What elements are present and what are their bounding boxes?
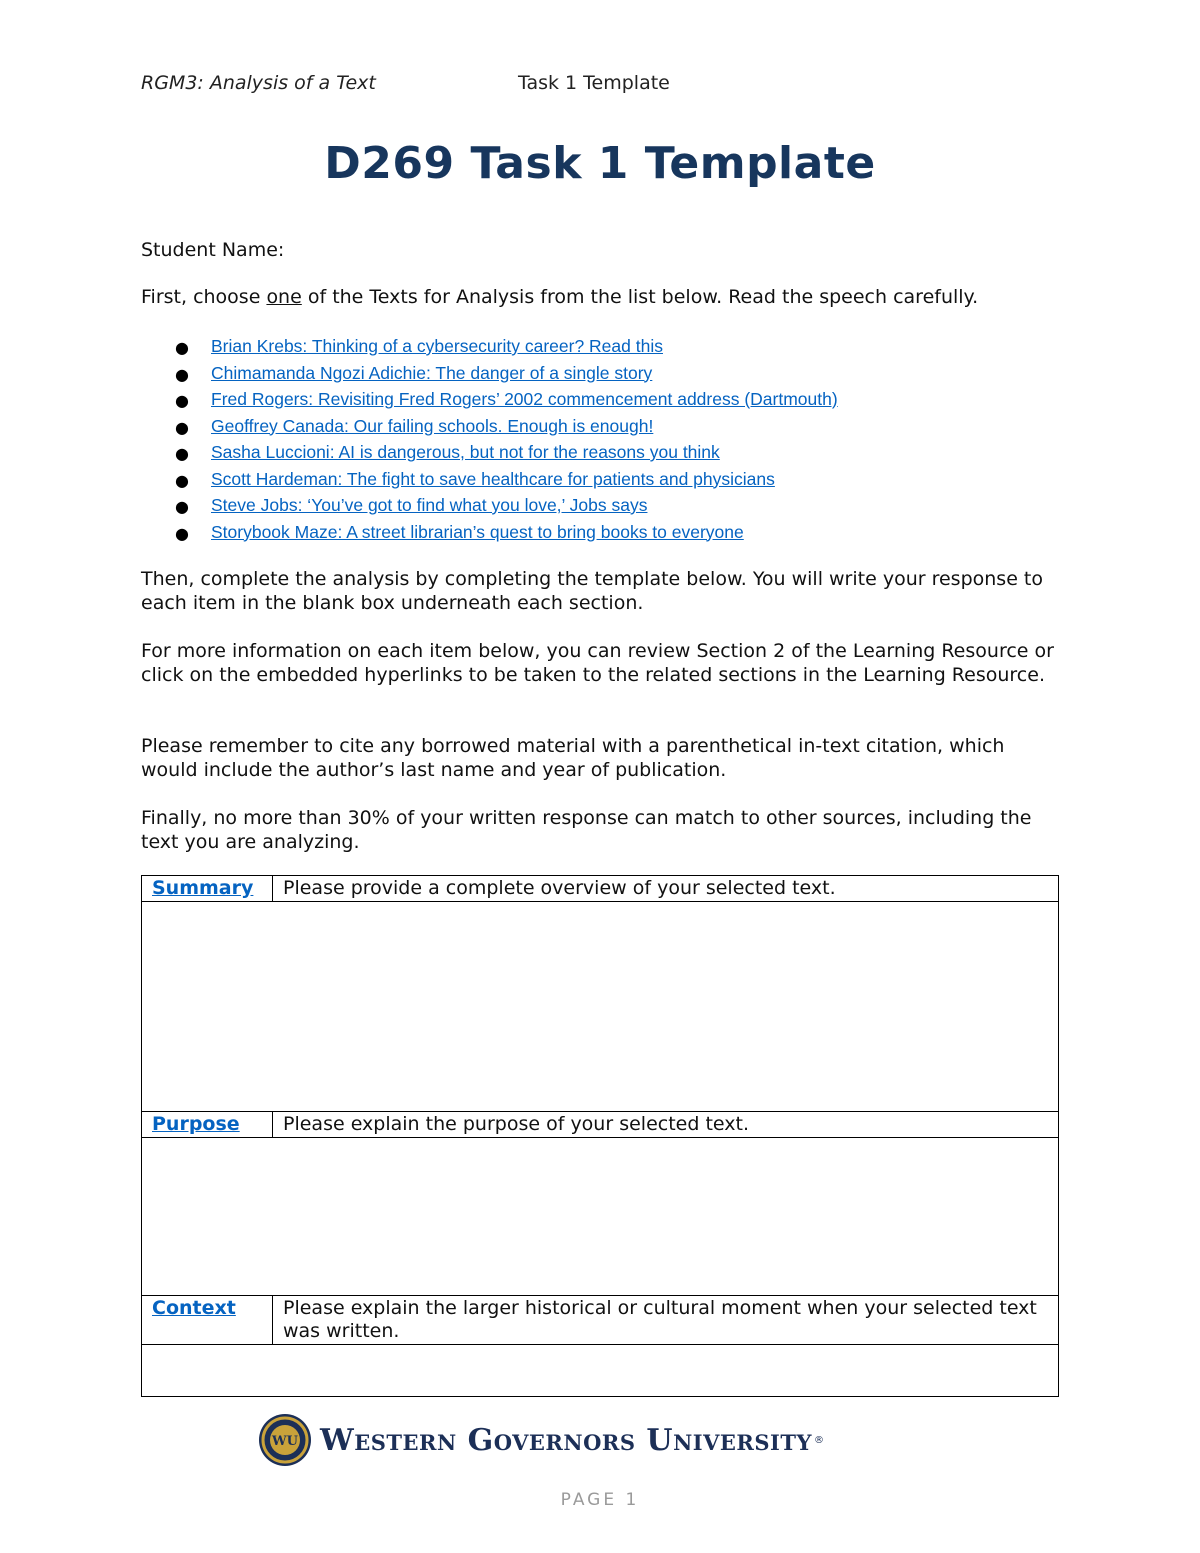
table-row xyxy=(142,876,1059,902)
wgu-seal-icon xyxy=(258,1413,312,1467)
purpose-label-cell xyxy=(142,1112,273,1138)
context-label-cell xyxy=(142,1296,273,1345)
student-name-label: Student Name: xyxy=(141,239,285,261)
table-row xyxy=(142,1296,1059,1345)
summary-label-cell xyxy=(142,876,273,902)
bullet-icon: ● xyxy=(175,444,189,463)
intro-paragraph xyxy=(141,285,1061,309)
context-response-box[interactable] xyxy=(142,1345,1059,1397)
context-prompt: Please explain the larger historical or cultural moment when your selected text was written. xyxy=(273,1296,1059,1345)
header-course: RGM3: Analysis of a Text xyxy=(141,72,376,94)
list-item xyxy=(141,440,1041,467)
bullet-icon: ● xyxy=(175,364,189,384)
text-link-krebs[interactable]: Brian Krebs: Thinking of a cybersecurity career? Read this xyxy=(211,336,663,356)
wgu-logo xyxy=(258,1410,824,1470)
page-number: PAGE 1 xyxy=(560,1490,640,1510)
intro-suffix: of the Texts for Analysis from the list below. Read the speech carefully. xyxy=(301,286,979,308)
table-row xyxy=(142,1345,1059,1397)
text-options-list xyxy=(141,334,1041,546)
list-item xyxy=(141,493,1041,520)
bullet-icon: ● xyxy=(175,391,189,410)
page-title: D269 Task 1 Template xyxy=(324,138,876,189)
summary-response-box[interactable] xyxy=(142,902,1059,1112)
list-item xyxy=(141,361,1041,388)
seal-monogram: WU xyxy=(272,1434,298,1449)
table-row xyxy=(142,1112,1059,1138)
bullet-icon: ● xyxy=(175,417,189,437)
purpose-prompt: Please explain the purpose of your selected text. xyxy=(273,1112,1059,1138)
purpose-response-box[interactable] xyxy=(142,1138,1059,1296)
bullet-icon: ● xyxy=(175,470,189,490)
list-item xyxy=(141,334,1041,361)
text-link-storybook-maze[interactable]: Storybook Maze: A street librarian’s quest to bring books to everyone xyxy=(211,521,744,542)
summary-prompt: Please provide a complete overview of your selected text. xyxy=(273,876,1059,902)
purpose-link[interactable]: Purpose xyxy=(152,1113,240,1135)
analysis-template-table xyxy=(141,875,1059,1397)
instructions-paragraph: Then, complete the analysis by completing the template below. You will write your response to each item in the blank box underneath each section. xyxy=(141,568,1043,614)
text-link-rogers[interactable]: Fred Rogers: Revisiting Fred Rogers’ 2002 commencement address (Dartmouth) xyxy=(211,389,838,409)
header-doc-title: Task 1 Template xyxy=(518,72,670,94)
trademark-symbol: ® xyxy=(813,1434,824,1446)
table-row xyxy=(142,902,1059,1112)
list-item xyxy=(141,414,1041,441)
text-link-jobs[interactable]: Steve Jobs: ‘You’ve got to find what you love,’ Jobs says xyxy=(211,495,648,515)
list-item xyxy=(141,520,1041,547)
summary-link[interactable]: Summary xyxy=(152,877,254,899)
similarity-paragraph: Finally, no more than 30% of your written response can match to other sources, including the text you are analyzing. xyxy=(141,807,1032,853)
text-link-hardeman[interactable]: Scott Hardeman: The fight to save healthcare for patients and physicians xyxy=(211,468,775,489)
intro-prefix: First, choose xyxy=(141,286,267,308)
intro-emphasis: one xyxy=(266,286,302,308)
bullet-icon: ● xyxy=(175,338,189,357)
text-link-luccioni[interactable]: Sasha Luccioni: AI is dangerous, but not for the reasons you think xyxy=(211,442,720,462)
text-link-adichie[interactable]: Chimamanda Ngozi Adichie: The danger of a single story xyxy=(211,362,653,383)
bullet-icon: ● xyxy=(175,497,189,516)
resource-paragraph: For more information on each item below, you can review Section 2 of the Learning Resource or click on the embedded hyperlinks to be taken to the related sections in the Learning Resource. xyxy=(141,640,1054,686)
list-item xyxy=(141,387,1041,414)
bullet-icon: ● xyxy=(175,523,189,543)
table-row xyxy=(142,1138,1059,1296)
logo-wordmark: Western Governors University xyxy=(320,1422,812,1458)
text-link-canada[interactable]: Geoffrey Canada: Our failing schools. Enough is enough! xyxy=(211,415,654,436)
list-item xyxy=(141,467,1041,494)
context-link[interactable]: Context xyxy=(152,1297,236,1319)
citation-paragraph: Please remember to cite any borrowed material with a parenthetical in-text citation, which would include the author’s last name and year of publication. xyxy=(141,735,1005,781)
